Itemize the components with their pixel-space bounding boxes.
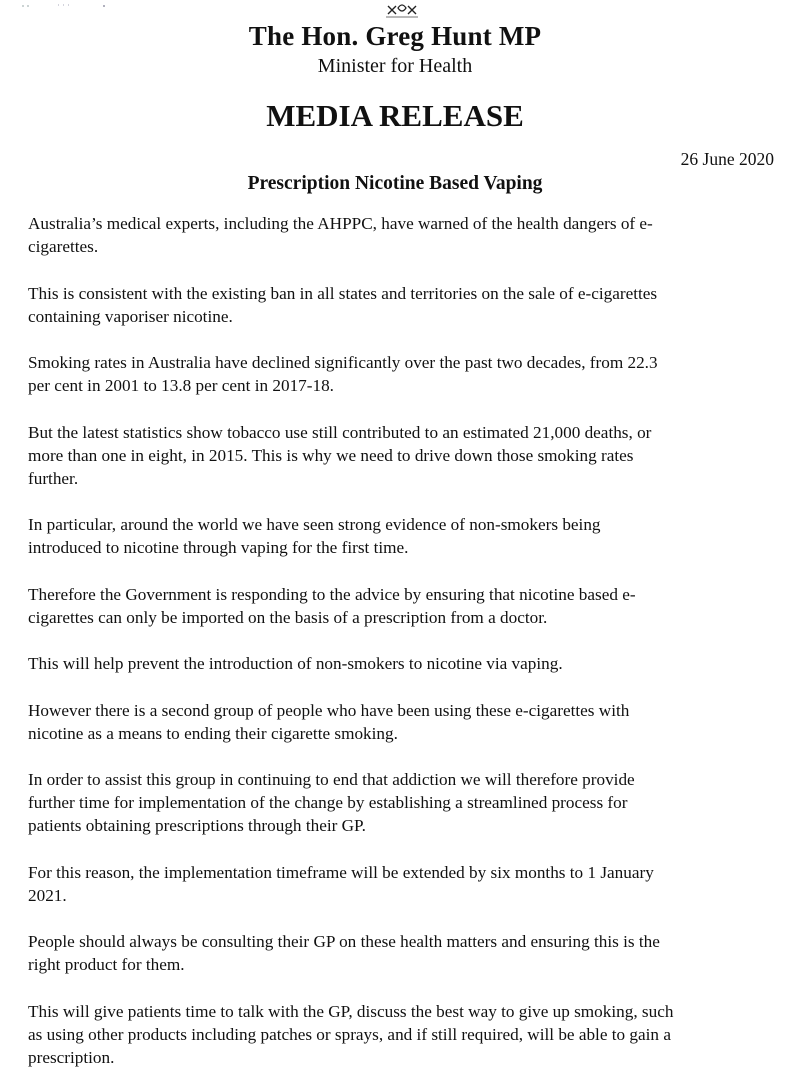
paragraph-line: This will give patients time to talk with the GP, discuss the best way to give up smoking, such (28, 1001, 674, 1021)
body-paragraph (28, 421, 764, 490)
paragraph-line: This will help prevent the introduction of non-smokers to nicotine via vaping. (28, 654, 563, 673)
paragraph-line: cigarettes can only be imported on the basis of a prescription from a doctor. (28, 607, 548, 627)
paragraph-line: Australia’s medical experts, including the AHPPC, have warned of the health dangers of e- (28, 214, 653, 233)
release-headline: Prescription Nicotine Based Vaping (247, 173, 543, 194)
release-date: 26 June 2020 (680, 149, 774, 169)
body-paragraph (28, 583, 764, 629)
paragraph-line: This is consistent with the existing ban in all states and territories on the sale of e-cigarettes (28, 283, 658, 303)
paragraph-line: Therefore the Government is responding to the advice by ensuring that nicotine based e- (28, 584, 636, 604)
minister-name: The Hon. Greg Hunt MP (248, 21, 542, 51)
paragraph-line: For this reason, the implementation timeframe will be extended by six months to 1 January (28, 862, 654, 882)
body-paragraph (28, 652, 764, 675)
body-paragraph (28, 861, 764, 907)
paragraph-line: containing vaporiser nicotine. (28, 306, 233, 326)
body-paragraph (28, 930, 764, 976)
paragraph-line: cigarettes. (28, 237, 99, 256)
paragraph-line: nicotine as a means to ending their cigarette smoking. (28, 723, 398, 743)
paragraph-line: further time for implementation of the change by establishing a streamlined process for (28, 793, 628, 812)
paragraph-line: as using other products including patches or sprays, and if still required, will be able to gain a (28, 1024, 671, 1044)
paragraph-line: patients obtaining prescriptions through their GP. (28, 816, 366, 835)
body-paragraph (28, 282, 764, 328)
paragraph-line: In order to assist this group in continuing to end that addiction we will therefore provide (28, 770, 635, 789)
paragraph-line: However there is a second group of people who have been using these e-cigarettes with (28, 700, 630, 720)
body-paragraph (28, 212, 764, 258)
body-paragraph (28, 699, 764, 745)
body-paragraph (28, 351, 764, 397)
media-release-label: MEDIA RELEASE (266, 98, 524, 133)
body-paragraph (28, 513, 764, 559)
paragraph-line: 2021. (28, 885, 67, 905)
paragraph-line: In particular, around the world we have seen strong evidence of non-smokers being (28, 515, 601, 534)
release-body (28, 212, 764, 1092)
coat-of-arms-icon (382, 0, 422, 20)
letterhead (0, 18, 790, 78)
paragraph-line: introduced to nicotine through vaping for the first time. (28, 538, 409, 557)
paragraph-line: But the latest statistics show tobacco use still contributed to an estimated 21,000 deaths, or (28, 422, 652, 442)
paragraph-line: right product for them. (28, 955, 185, 974)
paragraph-line: per cent in 2001 to 13.8 per cent in 2017-18. (28, 376, 334, 395)
minister-title: Minister for Health (317, 55, 473, 77)
paragraph-line: Smoking rates in Australia have declined significantly over the past two decades, from 22.3 (28, 353, 658, 372)
paragraph-line: more than one in eight, in 2015. This is why we need to drive down those smoking rates (28, 445, 634, 465)
body-paragraph (28, 768, 764, 837)
body-paragraph (28, 1000, 764, 1069)
paragraph-line: prescription. (28, 1047, 115, 1067)
paragraph-line: further. (28, 468, 79, 488)
scan-artifact (20, 2, 110, 10)
paragraph-line: People should always be consulting their GP on these health matters and ensuring this is the (28, 932, 660, 951)
